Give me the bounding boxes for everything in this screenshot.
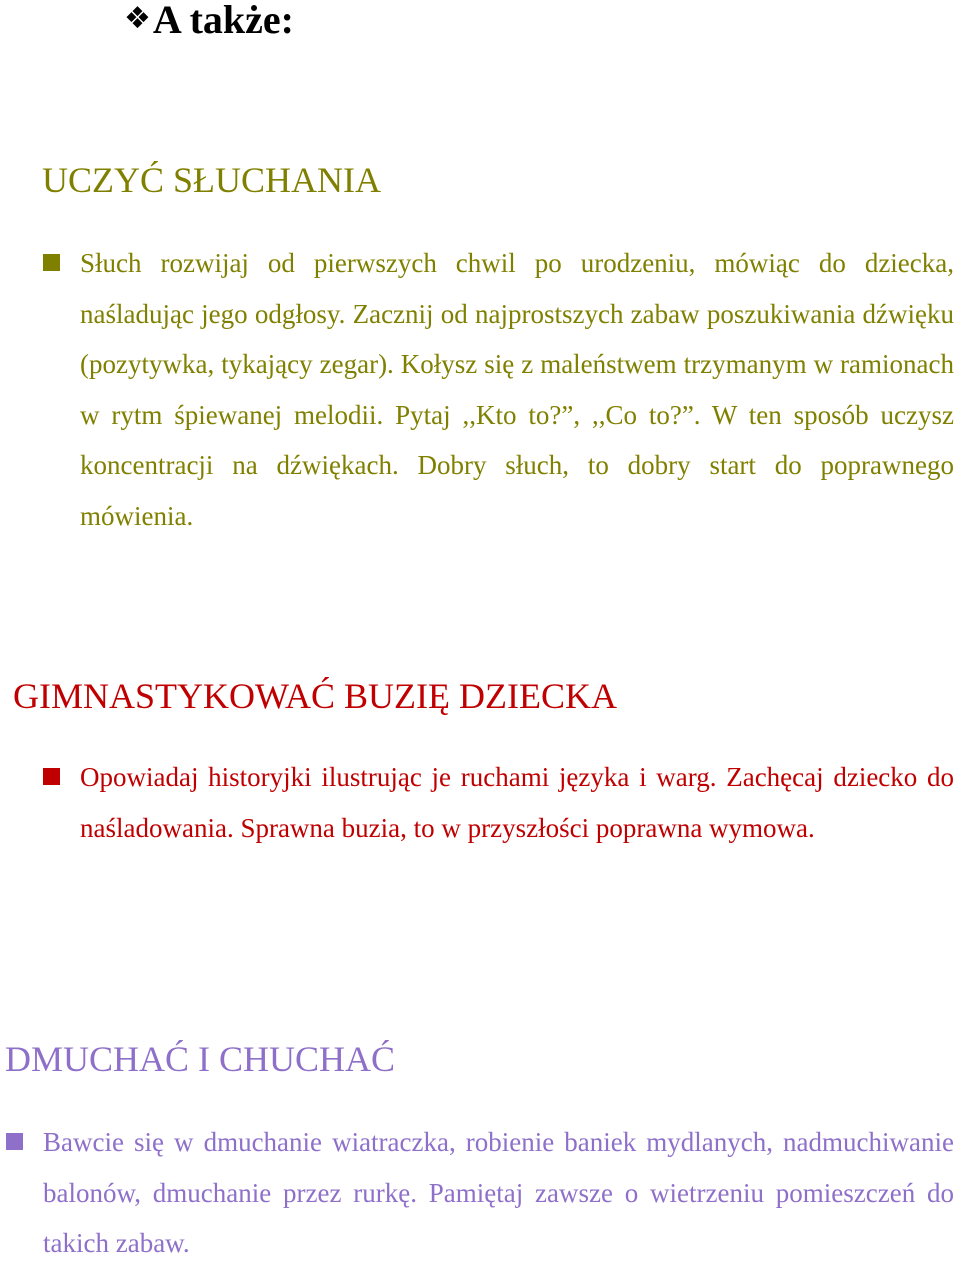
section-title-mouth-exercise: GIMNASTYKOWAĆ BUZIĘ DZIECKA xyxy=(13,676,617,716)
section-listening-text: Słuch rozwijaj od pierwszych chwil po urodzeniu, mówiąc do dziecka, naśladując jego odgłosy. Zacznij od najprostszych zabaw poszukiwania dźwięku (pozytywka, tykający zegar). Kołysz się z maleństwem trzymanym w ramionach w rytm śpiewanej melodii. Pytaj ,,Kto to?”, ,,Co to?”. W ten sposób uczysz koncentracji na dźwiękach. Dobry słuch, to dobry start do poprawnego mówienia. xyxy=(80,248,954,531)
square-bullet-icon xyxy=(6,1133,23,1150)
square-bullet-icon xyxy=(43,254,60,271)
section-title-listening: UCZYĆ SŁUCHANIA xyxy=(42,160,382,200)
page-title-text: A także: xyxy=(152,0,294,42)
page-title xyxy=(124,0,294,45)
section-blowing-text: Bawcie się w dmuchanie wiatraczka, robienie baniek mydlanych, nadmuchiwanie balonów, dmuchanie przez rurkę. Pamiętaj zawsze o wietrzeniu pomieszczeń do takich zabaw. xyxy=(43,1127,954,1258)
section-mouth-exercise-text: Opowiadaj historyjki ilustrując je ruchami języka i warg. Zachęcaj dziecko do naśladowania. Sprawna buzia, to w przyszłości poprawna wymowa. xyxy=(80,762,954,843)
section-title-blowing: DMUCHAĆ I CHUCHAĆ xyxy=(5,1039,396,1079)
square-bullet-icon xyxy=(43,768,60,785)
diamond-four-icon: ❖ xyxy=(124,1,151,36)
